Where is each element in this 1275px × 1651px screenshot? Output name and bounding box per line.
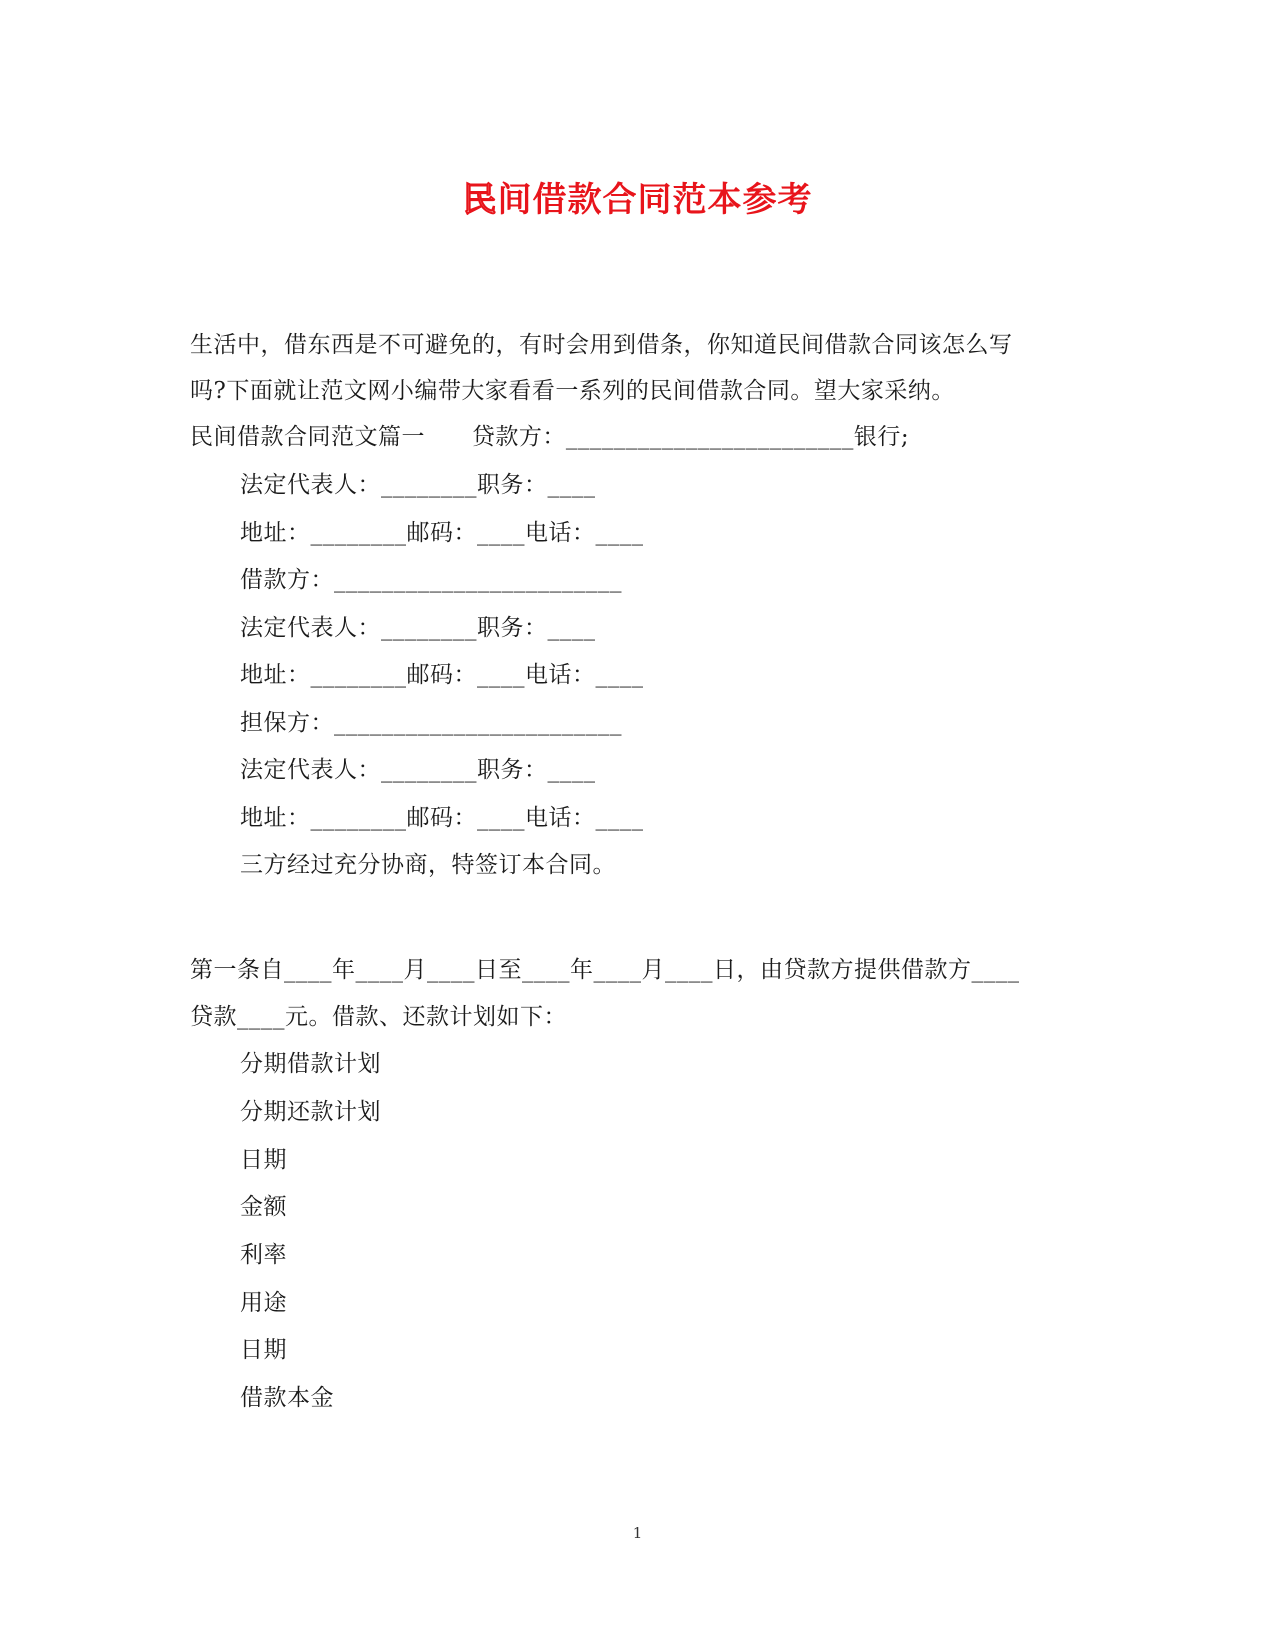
document-title <box>0 172 1275 221</box>
lender-address: 地址：________邮码：____电话：____ <box>240 520 644 546</box>
lender-representative: 法定代表人：________职务：____ <box>240 472 596 498</box>
plan-item: 日期 <box>240 1337 287 1363</box>
plan-item: 分期借款计划 <box>240 1051 381 1077</box>
plan-item: 金额 <box>240 1194 287 1220</box>
guarantor-representative: 法定代表人：________职务：____ <box>240 757 596 783</box>
title-first-char: 民 <box>462 180 498 220</box>
guarantor-line: 担保方：________________________ <box>240 710 622 736</box>
agreement-line: 三方经过充分协商，特签订本合同。 <box>240 852 616 878</box>
borrower-address: 地址：________邮码：____电话：____ <box>240 662 644 688</box>
article-1-line-1: 第一条自____年____月____日至____年____月____日，由贷款方提供借款方____ <box>190 957 1020 983</box>
plan-item: 用途 <box>240 1290 287 1316</box>
plan-item: 借款本金 <box>240 1385 334 1411</box>
borrower-representative: 法定代表人：________职务：____ <box>240 615 596 641</box>
article-1-line-2: 贷款____元。借款、还款计划如下： <box>190 1004 567 1030</box>
page-number: 1 <box>632 1524 643 1542</box>
plan-item: 日期 <box>240 1147 287 1173</box>
title-rest: 间借款合同范本参考 <box>497 180 813 220</box>
borrower-line: 借款方：________________________ <box>240 567 622 593</box>
lender-line: 民间借款合同范文篇一 贷款方：________________________银行; <box>190 424 910 450</box>
plan-item: 利率 <box>240 1242 287 1268</box>
intro-line-2: 吗?下面就让范文网小编带大家看看一系列的民间借款合同。望大家采纳。 <box>190 378 955 404</box>
guarantor-address: 地址：________邮码：____电话：____ <box>240 805 644 831</box>
plan-item: 分期还款计划 <box>240 1099 381 1125</box>
intro-line-1: 生活中，借东西是不可避免的，有时会用到借条，你知道民间借款合同该怎么写 <box>190 332 1013 358</box>
